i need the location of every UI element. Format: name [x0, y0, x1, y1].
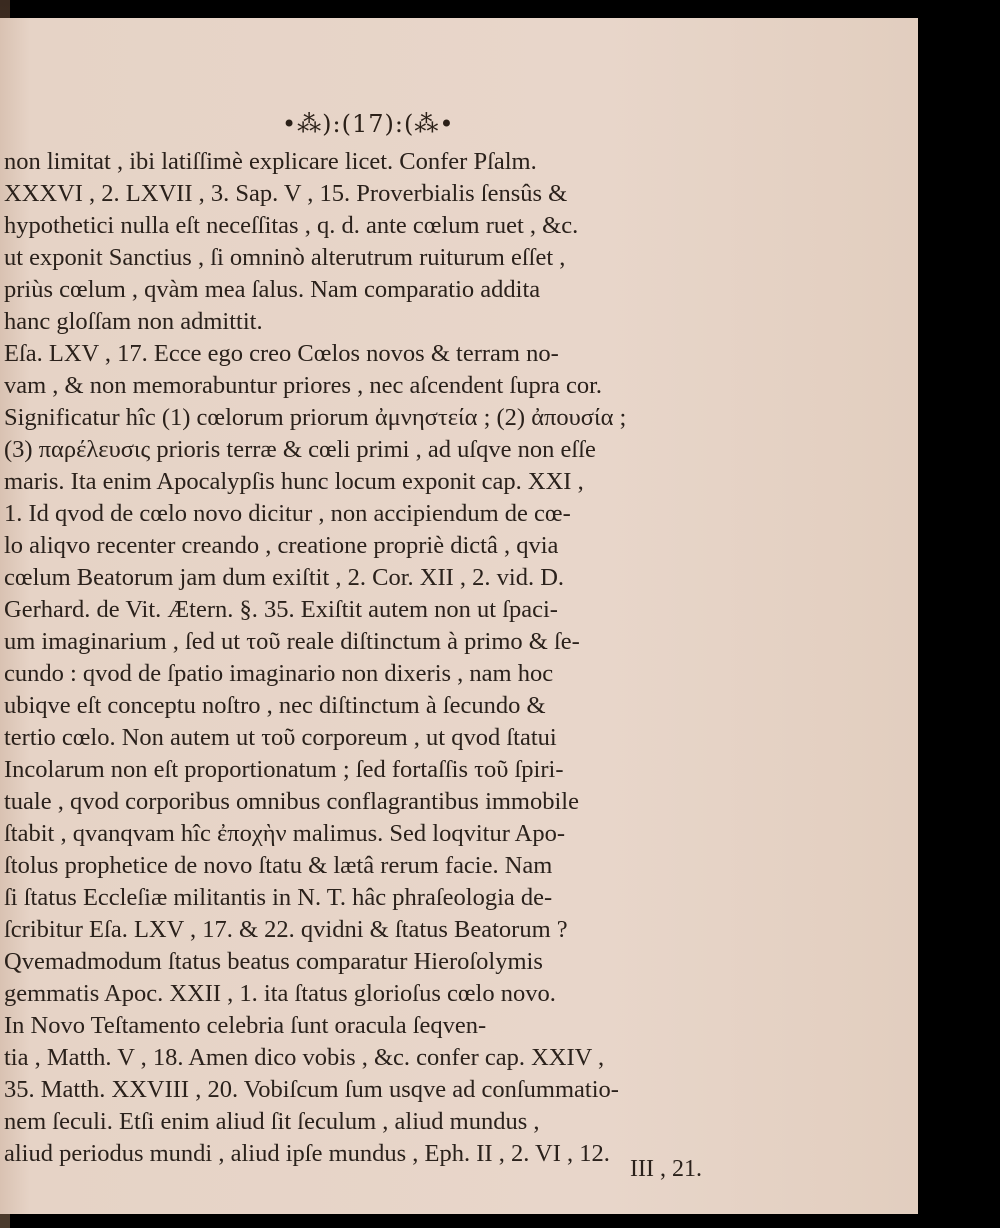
text-line: nem ſeculi. Etſi enim aliud ſit ſeculum , aliud mundus ,: [4, 1108, 540, 1135]
text-line: um imaginarium , ſed ut τοῦ reale diſtinctum à primo & ſe-: [4, 628, 580, 655]
text-line: gemmatis Apoc. XXII , 1. ita ſtatus glorioſus cœlo novo.: [4, 980, 556, 1007]
text-line: ut exponit Sanctius , ſi omninò alterutrum ruiturum eſſet ,: [4, 244, 566, 271]
text-line: Significatur hîc (1) cœlorum priorum ἀμνηστεία ; (2) ἀπουσία ;: [4, 404, 627, 431]
text-line: aliud periodus mundi , aliud ipſe mundus , Eph. II , 2. VI , 12.: [4, 1140, 610, 1167]
text-line: Qvemadmodum ſtatus beatus comparatur Hieroſolymis: [4, 948, 543, 975]
text-line: (3) παρέλευσις prioris terræ & cœli primi , ad uſqve non eſſe: [4, 436, 596, 463]
text-line: tuale , qvod corporibus omnibus conflagrantibus immobile: [4, 788, 579, 815]
text-line: ſcribitur Eſa. LXV , 17. & 22. qvidni & ſtatus Beatorum ?: [4, 916, 568, 943]
text-line: 1. Id qvod de cœlo novo dicitur , non accipiendum de cœ-: [4, 500, 571, 527]
text-line: cœlum Beatorum jam dum exiſtit , 2. Cor. XII , 2. vid. D.: [4, 564, 565, 591]
text-line: non limitat , ibi latiſſimè explicare licet. Confer Pſalm.: [4, 148, 537, 175]
page-header: •⁂):(17):(⁂•: [282, 110, 455, 138]
text-line: Eſa. LXV , 17. Ecce ego creo Cœlos novos & terram no-: [4, 340, 559, 367]
text-line: 35. Matth. XXVIII , 20. Vobiſcum ſum usqve ad conſummatio-: [4, 1076, 619, 1103]
text-line: lo aliqvo recenter creando , creatione propriè dictâ , qvia: [4, 532, 559, 559]
catchword: III , 21.: [630, 1156, 702, 1182]
text-line: tia , Matth. V , 18. Amen dico vobis , &c. confer cap. XXIV ,: [4, 1044, 605, 1071]
text-line: Gerhard. de Vit. Ætern. §. 35. Exiſtit autem non ut ſpaci-: [4, 596, 558, 623]
book-page: [0, 18, 918, 1214]
text-line: Incolarum non eſt proportionatum ; ſed fortaſſis τοῦ ſpiri-: [4, 756, 564, 783]
text-line: priùs cœlum , qvàm mea ſalus. Nam comparatio addita: [4, 276, 541, 303]
text-line: ſi ſtatus Eccleſiæ militantis in N. T. hâc phraſeologia de-: [4, 884, 553, 911]
text-line: XXXVI , 2. LXVII , 3. Sap. V , 15. Proverbialis ſensûs &: [4, 180, 568, 207]
text-line: vam , & non memorabuntur priores , nec aſcendent ſupra cor.: [4, 372, 603, 399]
text-line: cundo : qvod de ſpatio imaginario non dixeris , nam hoc: [4, 660, 554, 687]
text-line: In Novo Teſtamento celebria ſunt oracula ſeqven-: [4, 1012, 487, 1039]
text-line: ſtolus prophetice de novo ſtatu & lætâ rerum facie. Nam: [4, 852, 553, 879]
text-line: ubiqve eſt conceptu noſtro , nec diſtinctum à ſecundo &: [4, 692, 546, 719]
text-line: tertio cœlo. Non autem ut τοῦ corporeum , ut qvod ſtatui: [4, 724, 557, 751]
body-text: [4, 146, 904, 1170]
text-line: ſtabit , qvanqvam hîc ἐποχὴν malimus. Sed loqvitur Apo-: [4, 820, 565, 847]
text-line: hanc gloſſam non admittit.: [4, 308, 263, 335]
text-line: hypothetici nulla eſt neceſſitas , q. d. ante cœlum ruet , &c.: [4, 212, 579, 239]
text-line: maris. Ita enim Apocalypſis hunc locum exponit cap. XXI ,: [4, 468, 584, 495]
